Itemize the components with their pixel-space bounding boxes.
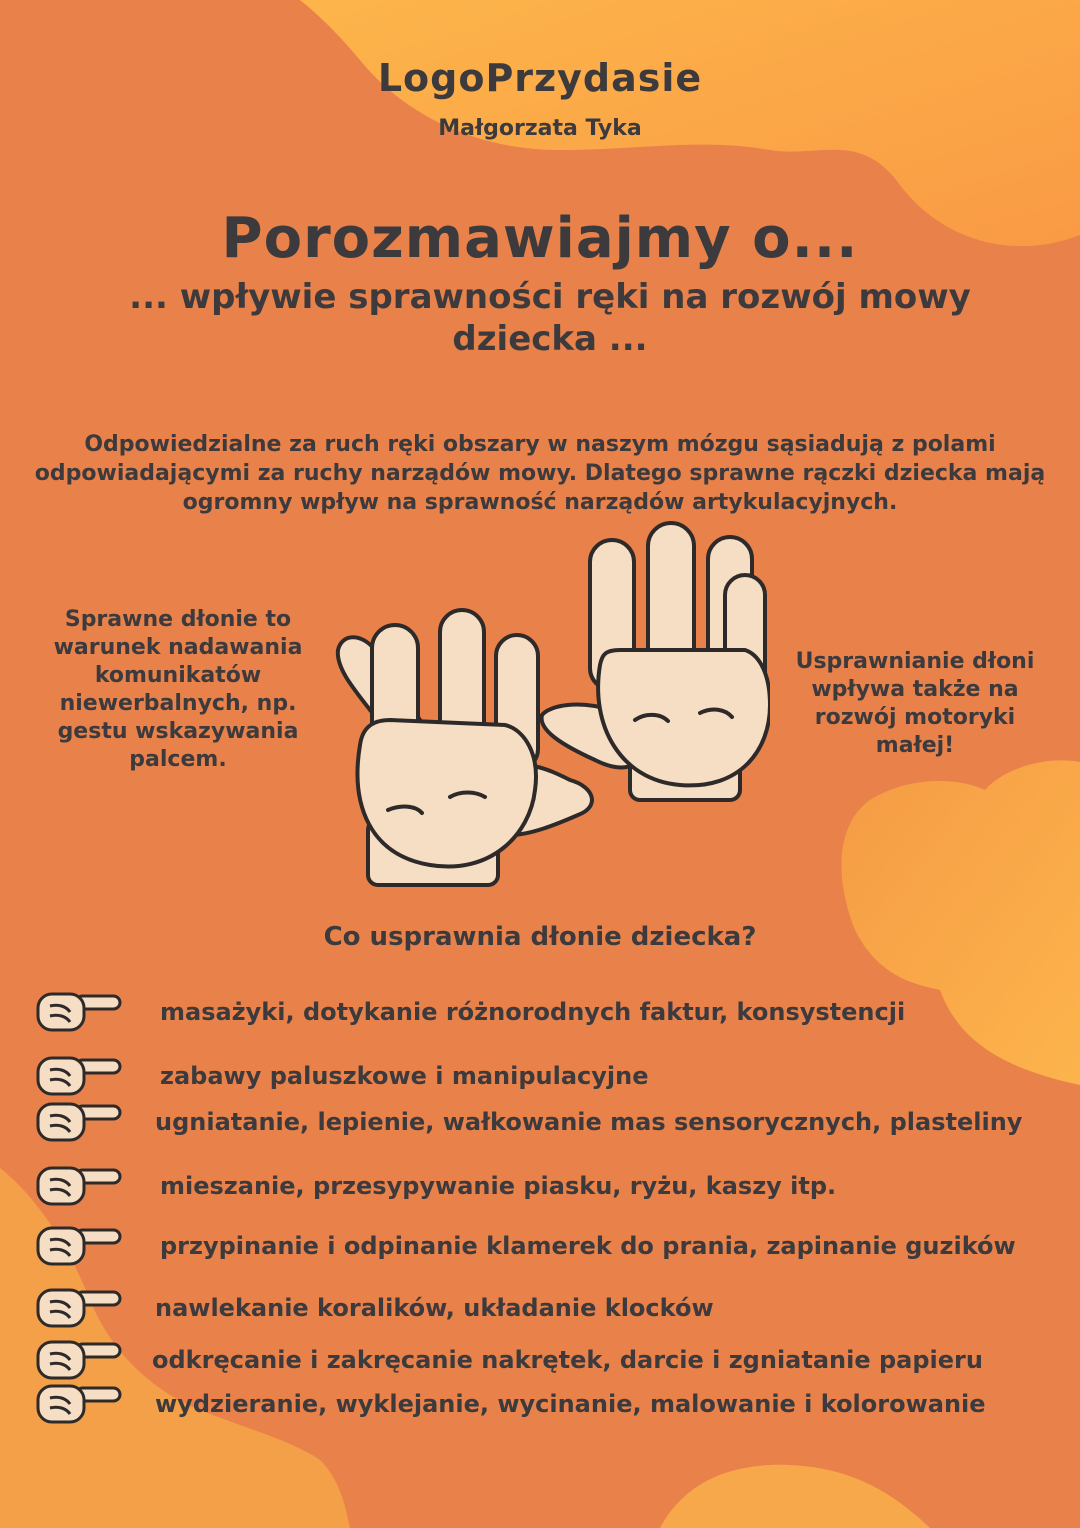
- list-item: [0, 1162, 1080, 1210]
- pointing-hand-icon: [36, 1288, 122, 1328]
- list-item-text: odkręcanie i zakręcanie nakrętek, darcie i zgniatanie papieru: [152, 1346, 983, 1374]
- pointing-hand-icon: [36, 1340, 122, 1380]
- left-hand-icon: [338, 610, 592, 885]
- list-item-text: zabawy paluszkowe i manipulacyjne: [160, 1062, 649, 1090]
- list-item-text: przypinanie i odpinanie klamerek do prania, zapinanie guzików: [160, 1232, 1016, 1260]
- list-item: [0, 988, 1080, 1036]
- list-item-text: wydzieranie, wyklejanie, wycinanie, malowanie i kolorowanie: [155, 1390, 986, 1418]
- pointing-hand-icon: [36, 1056, 122, 1096]
- note-left: Sprawne dłonie to warunek nadawania komunikatów niewerbalnych, np. gestu wskazywania palcem.: [53, 607, 303, 772]
- list-item: [0, 1380, 1080, 1428]
- list-item: [0, 1052, 1080, 1100]
- right-hand-icon: [542, 523, 770, 800]
- author-name: Małgorzata Tyka: [438, 116, 642, 141]
- pointing-hand-icon: [36, 1166, 122, 1206]
- list-item: [0, 1098, 1080, 1146]
- open-hands-icon: [300, 515, 770, 900]
- list-item-text: mieszanie, przesypywanie piasku, ryżu, kaszy itp.: [160, 1172, 837, 1200]
- list-item-text: ugniatanie, lepienie, wałkowanie mas sensorycznych, plasteliny: [155, 1108, 1023, 1136]
- list-heading: Co usprawnia dłonie dziecka?: [323, 922, 757, 952]
- pointing-hand-icon: [36, 992, 122, 1032]
- intro-paragraph: Odpowiedzialne za ruch ręki obszary w naszym mózgu sąsiadują z polami odpowiadającymi za ruchy narządów mowy. Dlatego sprawne rączki dziecka mają ogromny wpływ na sprawność narządów artykulacyjnych.: [34, 432, 1046, 515]
- pointing-hand-icon: [36, 1102, 122, 1142]
- list-item-text: nawlekanie koralików, układanie klocków: [155, 1294, 714, 1322]
- list-item-text: masażyki, dotykanie różnorodnych faktur, konsystencji: [160, 998, 906, 1026]
- list-item: [0, 1284, 1080, 1332]
- brand-name: LogoPrzydasie: [377, 56, 703, 100]
- note-right: Usprawnianie dłoni wpływa także na rozwój motoryki małej!: [795, 649, 1035, 758]
- list-item: [0, 1222, 1080, 1270]
- page-title: Porozmawiajmy o...: [221, 206, 859, 271]
- list-item: [0, 1336, 1080, 1384]
- page-subtitle: ... wpływie sprawności ręki na rozwój mowy dziecka ...: [129, 277, 971, 359]
- pointing-hand-icon: [36, 1384, 122, 1424]
- pointing-hand-icon: [36, 1226, 122, 1266]
